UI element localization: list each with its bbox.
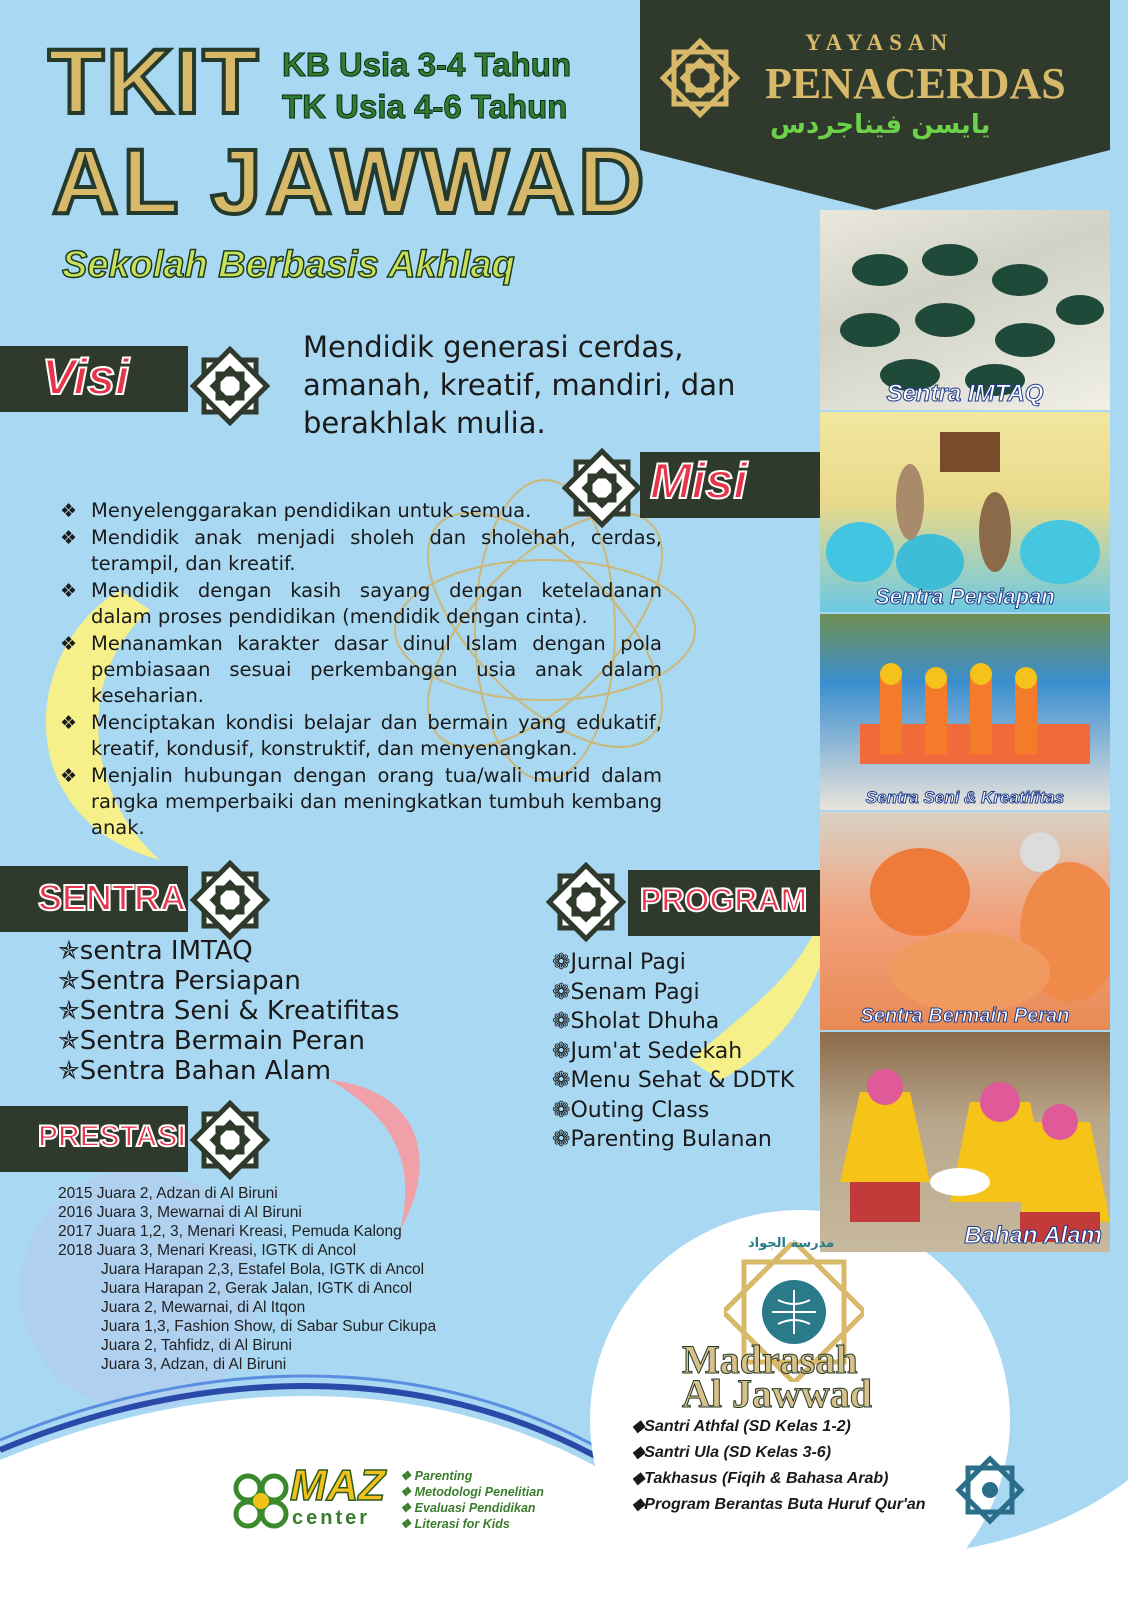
madrasah-list (632, 1414, 926, 1518)
title-al-jawwad: AL JAWWAD (52, 131, 649, 233)
foundation-arabic: يايسن فيناجردس (770, 110, 991, 140)
bullet-icon: ❖ (60, 500, 78, 522)
list-item: ❖ Literasi for Kids (400, 1517, 510, 1531)
photo-sentra-seni (820, 614, 1110, 810)
photo-caption: Sentra Seni & Kreatifitas (865, 788, 1065, 807)
star-bullet-icon: ✯ (58, 1026, 80, 1056)
misi-label: Misi (650, 453, 748, 509)
bullet-icon: ❖ (60, 527, 78, 549)
list-item: ❁Sholat Dhuha (552, 1009, 720, 1034)
prestasi-star-icon (188, 1098, 272, 1182)
list-item: ❁Outing Class (552, 1097, 710, 1123)
visi-label: Visi (42, 349, 130, 405)
star-bullet-icon: ✯ (58, 936, 80, 966)
star-ornament-bottom (959, 1459, 1021, 1521)
photo-sentra-bermain-peran (820, 812, 1110, 1030)
misi-list (58, 498, 662, 842)
list-item: Juara 3, Adzan, di Al Biruni (101, 1356, 287, 1373)
prestasi-label: PRESTASI (38, 1120, 186, 1153)
list-item: ❖ Menanamkan karakter dasar dinul Islam dengan pola pembiasaan sesuai perkembangan usia anak dalam keseharian. (60, 632, 662, 707)
photo-art (820, 614, 1110, 810)
photo-sentra-bahan-alam (820, 1032, 1110, 1252)
foundation-ribbon (640, 0, 1110, 210)
list-item: ❖ Menciptakan kondisi belajar dan bermain yang edukatif, kreatif, kondusif, konstruktif, dan menyenangkan. (60, 711, 662, 760)
list-item: 2018 Juara 3, Menari Kreasi, IGTK di Ancol (58, 1242, 357, 1259)
list-item: ❁Jum'at Sedekah (552, 1038, 743, 1064)
list-item: ✯Sentra Seni & Kreatifitas (58, 996, 400, 1026)
list-item: ❖ Evaluasi Pendidikan (400, 1501, 536, 1515)
list-item: 2017 Juara 1,2, 3, Menari Kreasi, Pemuda Kalong (58, 1223, 402, 1240)
visi-star-icon (188, 344, 272, 428)
sentra-list (58, 936, 399, 1086)
list-item: ❁Jurnal Pagi (552, 950, 686, 975)
maz-sub: center (292, 1507, 371, 1529)
photo-art (820, 812, 1110, 1030)
list-item: ❖ Menjalin hubungan dengan orang tua/wali murid dalam rangka memperbaiki dan meningkatkan tumbuh kembang anak. (60, 764, 662, 839)
star-bullet-icon: ✯ (58, 966, 80, 996)
list-item: 2015 Juara 2, Adzan di Al Biruni (58, 1185, 278, 1202)
madrasah-title-1: Madrasah (682, 1337, 858, 1382)
kb-age-line: KB Usia 3-4 Tahun (282, 46, 572, 83)
flower-bullet-icon: ❁ (552, 1009, 571, 1034)
list-item: ✯sentra IMTAQ (58, 936, 253, 966)
photo-sentra-persiapan (820, 412, 1110, 612)
star-bullet-icon: ✯ (58, 996, 80, 1026)
flower-bullet-icon: ❁ (552, 950, 571, 975)
list-item: Juara Harapan 2, Gerak Jalan, IGTK di Ancol (101, 1280, 413, 1297)
list-item: ❖ Menyelenggarakan pendidikan untuk semua. (60, 499, 532, 522)
program-label: PROGRAM (640, 882, 808, 918)
title-tkit: TKIT (48, 31, 261, 133)
list-item: Juara Harapan 2,3, Estafel Bola, IGTK di Ancol (101, 1261, 425, 1278)
maz-name: MAZ (290, 1461, 386, 1510)
bullet-icon: ❖ (60, 580, 78, 602)
bullet-icon: ❖ (60, 712, 78, 734)
photo-sentra-imtaq (820, 210, 1110, 410)
prestasi-list (58, 1184, 436, 1374)
flower-bullet-icon: ❁ (552, 1068, 571, 1093)
photo-caption: Sentra Persiapan (875, 584, 1055, 609)
madrasah-arabic: مدرسة الجواد (748, 1236, 835, 1251)
program-star-icon (544, 860, 628, 944)
sentra-label: SENTRA (38, 877, 187, 918)
list-item: Juara 1,3, Fashion Show, di Sabar Subur Cikupa (101, 1318, 437, 1335)
madrasah-title-2: Al Jawwad (682, 1371, 873, 1416)
list-item: Juara 2, Tahfidz, di Al Biruni (101, 1337, 292, 1354)
flower-bullet-icon: ❁ (552, 1038, 571, 1064)
flower-bullet-icon: ❁ (552, 1127, 571, 1152)
list-item: 2016 Juara 3, Mewarnai di Al Biruni (58, 1204, 302, 1221)
visi-text: Mendidik generasi cerdas, amanah, kreatif, mandiri, dan berakhlak mulia. (303, 330, 736, 440)
photo-caption: Bahan Alam (964, 1222, 1102, 1249)
flower-bullet-icon: ❁ (552, 979, 571, 1005)
star-bullet-icon: ✯ (58, 1056, 80, 1086)
photo-caption: Sentra Bermain Peran (860, 1005, 1070, 1027)
list-item: ✯Sentra Bermain Peran (58, 1026, 365, 1056)
list-item: ✯Sentra Persiapan (58, 966, 301, 996)
flower-bullet-icon: ❁ (552, 1097, 571, 1123)
bullet-icon: ❖ (60, 633, 78, 655)
list-item: ◆Program Berantas Buta Huruf Qur'an (632, 1496, 926, 1513)
photo-art (820, 1032, 1110, 1252)
foundation-logo-icon (650, 28, 750, 128)
maz-logo-icon (226, 1466, 296, 1536)
sentra-star-icon (188, 858, 272, 942)
photo-caption: Sentra IMTAQ (886, 380, 1044, 407)
maz-list (400, 1468, 544, 1532)
tk-age-line: TK Usia 4-6 Tahun (282, 88, 568, 125)
tagline: Sekolah Berbasis Akhlaq (62, 244, 515, 286)
bullet-icon: ❖ (60, 765, 78, 787)
list-item: ❁Parenting Bulanan (552, 1127, 772, 1152)
foundation-small: YAYASAN (805, 30, 954, 55)
list-item: ❖ Metodologi Penelitian (400, 1485, 544, 1499)
list-item: ◆Takhasus (Fiqih & Bahasa Arab) (632, 1470, 889, 1487)
list-item: ❖ Parenting (400, 1469, 473, 1483)
list-item: Juara 2, Mewarnai, di Al Itqon (101, 1299, 306, 1316)
list-item: ❁Menu Sehat & DDTK (552, 1068, 795, 1093)
foundation-name: PENACERDAS (765, 59, 1066, 108)
list-item: ❁Senam Pagi (552, 979, 700, 1005)
list-item: ✯Sentra Bahan Alam (58, 1056, 332, 1086)
photo-art (820, 412, 1110, 612)
list-item: ❖ Mendidik dengan kasih sayang dengan keteladanan dalam proses pendidikan (mendidik dengan cinta). (60, 579, 662, 628)
list-item: ❖ Mendidik anak menjadi sholeh dan sholehah, cerdas, terampil, dan kreatif. (60, 526, 662, 575)
program-list (552, 948, 794, 1155)
list-item: ◆Santri Athfal (SD Kelas 1-2) (632, 1418, 851, 1435)
list-item: ◆Santri Ula (SD Kelas 3-6) (632, 1444, 832, 1461)
